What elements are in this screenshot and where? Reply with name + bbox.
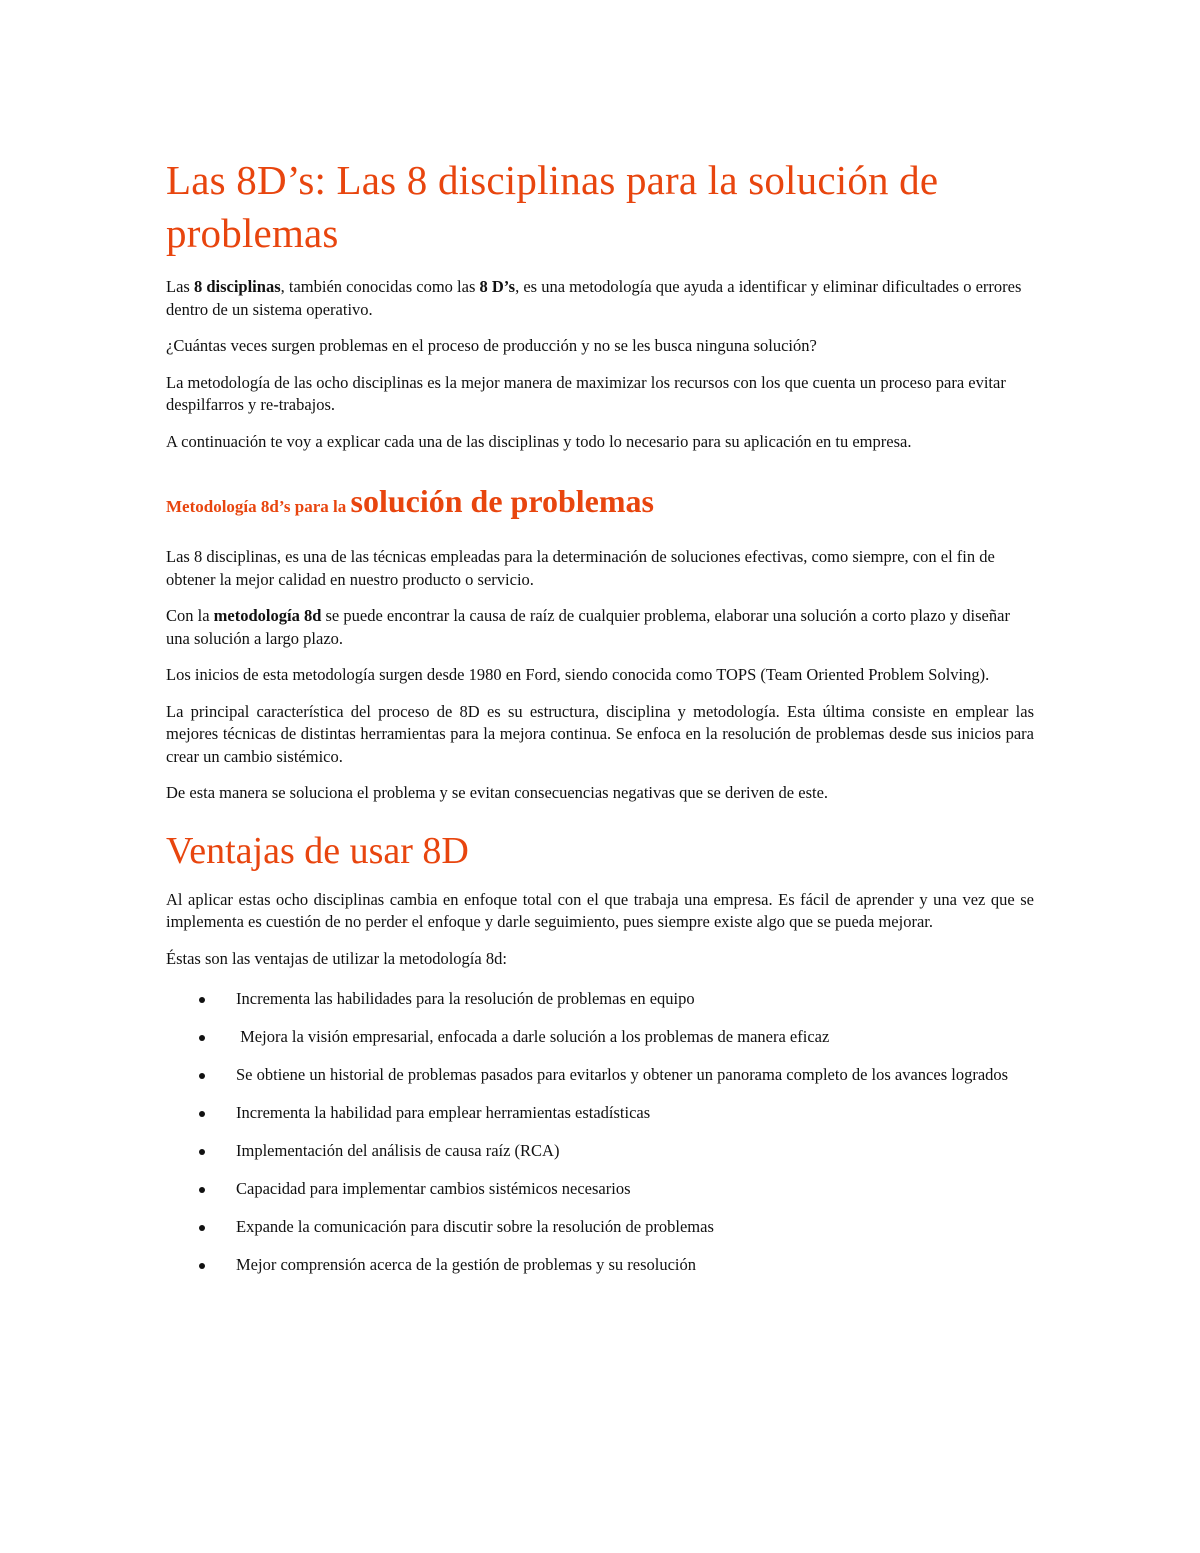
document-title: Las 8D’s: Las 8 disciplinas para la solución de problemas — [166, 157, 939, 256]
bullet-icon — [199, 997, 205, 1003]
list-item — [166, 1254, 1034, 1277]
intro-p1-end: , es una metodología que ayuda a identificar y eliminar dificultades o errores dentro de un sistema operativo. — [166, 277, 1022, 319]
bullet-icon — [199, 1035, 205, 1041]
list-item — [166, 988, 1034, 1011]
section1-paragraph-4: La principal característica del proceso de 8D es su estructura, disciplina y metodología. Esta última consiste en emplear las mejores técnicas de distintas herramientas para la mejora continua. Se enfoca en la resolución de problemas desde sus inicios para crear un cambio sistémico. — [166, 701, 1034, 766]
list-item-text: Mejora la visión empresarial, enfocada a darle solución a los problemas de manera eficaz — [236, 1027, 830, 1046]
list-item-text: Incrementa las habilidades para la resolución de problemas en equipo — [236, 989, 695, 1008]
section2-paragraph-1: Al aplicar estas ocho disciplinas cambia en enfoque total con el que trabaja una empresa. Es fácil de aprender y una vez que se implementa es cuestión de no perder el enfoque y darle seguimiento, pues siempre existe algo que se pueda mejorar. — [166, 889, 1034, 931]
list-item-text: Expande la comunicación para discutir sobre la resolución de problemas — [236, 1217, 714, 1236]
intro-p1-start: Las — [166, 277, 194, 296]
section2-paragraph-2: Éstas son las ventajas de utilizar la metodología 8d: — [166, 948, 507, 968]
section1-paragraph-3: Los inicios de esta metodología surgen desde 1980 en Ford, siendo conocida como TOPS (Team Oriented Problem Solving). — [166, 665, 990, 684]
list-item — [166, 1026, 1034, 1049]
advantages-list — [166, 988, 1034, 1277]
intro-paragraph-4: A continuación te voy a explicar cada una de las disciplinas y todo lo necesario para su aplicación en tu empresa. — [166, 431, 912, 451]
bullet-icon — [199, 1073, 205, 1079]
intro-paragraph-1 — [166, 276, 1034, 321]
section-heading-metodologia — [166, 481, 1034, 528]
bullet-icon — [199, 1111, 205, 1117]
section-heading-big: solución de problemas — [350, 483, 654, 519]
intro-p1-bold-8ds: 8 D’s — [479, 277, 516, 296]
list-item-text: Capacidad para implementar cambios sistémicos necesarios — [236, 1179, 631, 1198]
list-item — [166, 1178, 1034, 1201]
list-item — [166, 1102, 1034, 1125]
section1-p2-start: Con la — [166, 606, 214, 625]
section1-paragraph-2 — [166, 605, 1034, 650]
section1-p2-end: se puede encontrar la causa de raíz de cualquier problema, elaborar una solución a corto plazo y diseñar una solución a largo plazo. — [166, 606, 1010, 648]
list-item-text: Incrementa la habilidad para emplear herramientas estadísticas — [236, 1103, 651, 1122]
list-item-text: Implementación del análisis de causa raíz (RCA) — [236, 1141, 560, 1160]
intro-paragraph-2: ¿Cuántas veces surgen problemas en el proceso de producción y no se les busca ninguna solución? — [166, 336, 817, 355]
section1-p2-bold: metodología 8d — [213, 606, 322, 625]
document-page — [166, 150, 1034, 1292]
list-item-text: Mejor comprensión acerca de la gestión de problemas y su resolución — [236, 1255, 697, 1274]
list-item-text: Se obtiene un historial de problemas pasados para evitarlos y obtener un panorama completo de los avances logrados — [236, 1065, 1009, 1084]
list-item — [166, 1216, 1034, 1239]
section1-paragraph-1: Las 8 disciplinas, es una de las técnicas empleadas para la determinación de soluciones efectivas, como siempre, con el fin de obtener la mejor calidad en nuestro producto o servicio. — [166, 547, 995, 589]
bullet-icon — [199, 1225, 205, 1231]
section1-paragraph-5: De esta manera se soluciona el problema y se evitan consecuencias negativas que se deriven de este. — [166, 783, 829, 802]
section-heading-small: Metodología 8d’s para la — [166, 497, 351, 516]
intro-p1-bold-disciplinas: 8 disciplinas — [193, 277, 281, 296]
intro-paragraph-3: La metodología de las ocho disciplinas es la mejor manera de maximizar los recursos con los que cuenta un proceso para evitar despilfarros y re-trabajos. — [166, 372, 1006, 414]
intro-p1-mid: , también conocidas como las — [280, 277, 480, 296]
bullet-icon — [199, 1263, 205, 1269]
section-heading-ventajas: Ventajas de usar 8D — [166, 829, 469, 872]
bullet-icon — [199, 1149, 205, 1155]
list-item — [166, 1140, 1034, 1163]
list-item — [166, 1064, 1034, 1087]
bullet-icon — [199, 1187, 205, 1193]
